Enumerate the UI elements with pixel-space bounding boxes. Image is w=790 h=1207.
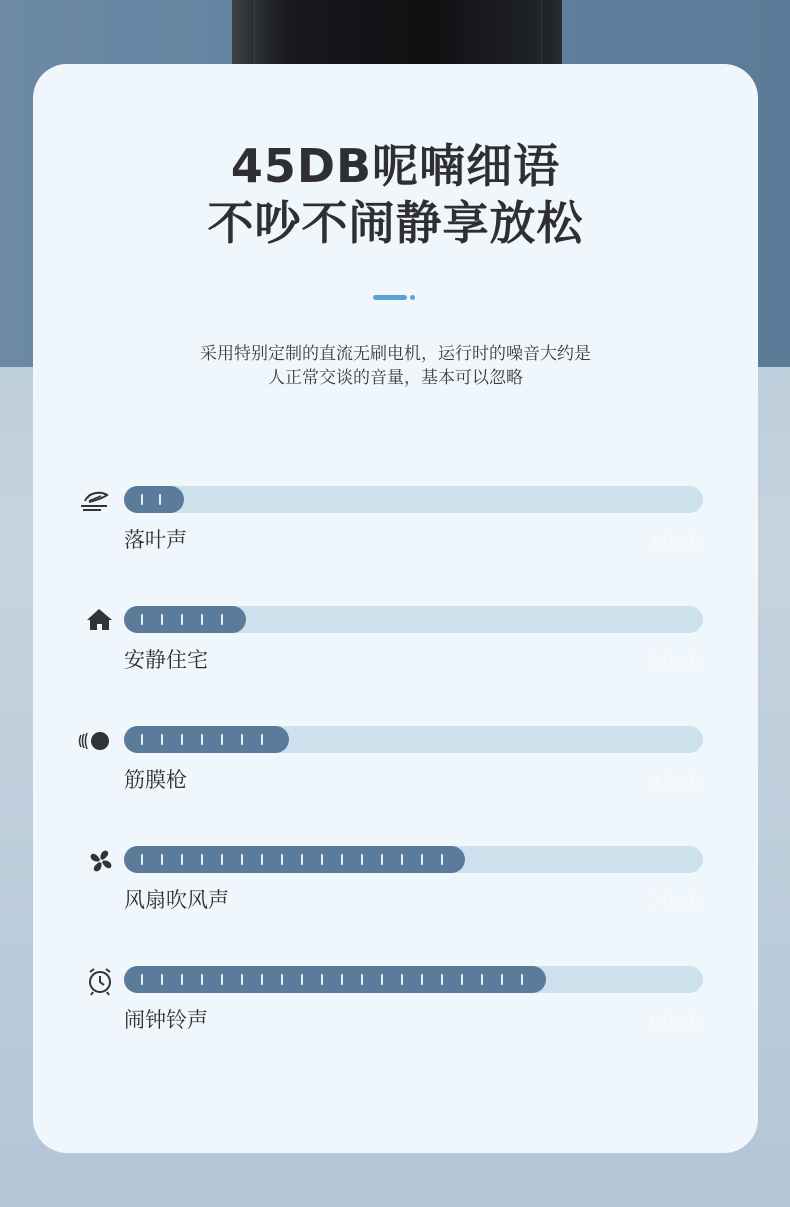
fill-tick <box>181 614 183 625</box>
noise-level-track <box>124 846 703 873</box>
fill-tick <box>201 614 203 625</box>
noise-level-track <box>124 606 703 633</box>
description-line-2: 人正常交谈的音量，基本可以忽略 <box>268 368 523 388</box>
fill-tick <box>161 974 163 985</box>
fill-tick <box>221 974 223 985</box>
noise-level-fill <box>124 486 184 513</box>
fill-tick <box>461 974 463 985</box>
noise-row-alarm-clock <box>33 966 758 1046</box>
fill-tick <box>341 854 343 865</box>
fill-tick <box>161 854 163 865</box>
noise-source-label: 闹钟铃声 <box>124 1008 208 1032</box>
content-card <box>33 64 758 1153</box>
noise-row-falling-leaves <box>33 486 758 566</box>
fill-tick <box>361 854 363 865</box>
fill-tick <box>141 734 143 745</box>
noise-source-label: 落叶声 <box>124 528 187 552</box>
fill-tick <box>521 974 523 985</box>
fill-tick <box>321 974 323 985</box>
fill-tick <box>261 854 263 865</box>
fill-tick <box>241 854 243 865</box>
fill-tick <box>301 974 303 985</box>
fill-tick <box>159 494 161 505</box>
title-accent-divider <box>373 295 415 300</box>
alarm-clock-icon <box>77 966 113 996</box>
noise-level-fill <box>124 606 246 633</box>
accent-dot <box>410 295 415 300</box>
fill-tick <box>141 614 143 625</box>
noise-db-value: 80dB <box>648 1011 703 1035</box>
fill-tick <box>221 614 223 625</box>
fill-tick <box>441 974 443 985</box>
fill-tick <box>141 494 143 505</box>
fill-tick <box>181 974 183 985</box>
fill-tick <box>201 974 203 985</box>
fill-tick <box>441 854 443 865</box>
noise-level-fill <box>124 846 465 873</box>
accent-dash <box>373 295 407 300</box>
fill-tick <box>381 974 383 985</box>
noise-source-label: 风扇吹风声 <box>124 888 229 912</box>
noise-row-quiet-home <box>33 606 758 686</box>
fill-tick <box>181 734 183 745</box>
description-line-1: 采用特别定制的直流无刷电机，运行时的噪音大约是 <box>200 344 591 364</box>
fill-tick <box>261 734 263 745</box>
noise-level-fill <box>124 726 289 753</box>
massage-gun-icon <box>77 726 113 756</box>
fill-tick <box>481 974 483 985</box>
fill-tick <box>201 734 203 745</box>
noise-level-fill <box>124 966 546 993</box>
page-title-line-2: 不吵不闹静享放松 <box>207 196 584 250</box>
fill-tick <box>341 974 343 985</box>
fill-tick <box>381 854 383 865</box>
page-title-line-1: 45DB呢喃细语 <box>230 139 561 193</box>
fill-tick <box>161 734 163 745</box>
noise-row-massage-gun <box>33 726 758 806</box>
fill-tick <box>421 854 423 865</box>
falling-leaf-icon <box>77 486 113 516</box>
fill-tick <box>361 974 363 985</box>
fill-tick <box>421 974 423 985</box>
noise-source-label: 筋膜枪 <box>124 768 187 792</box>
fill-tick <box>401 854 403 865</box>
fill-tick <box>301 854 303 865</box>
fill-tick <box>321 854 323 865</box>
fill-tick <box>501 974 503 985</box>
noise-level-track <box>124 726 703 753</box>
noise-db-value: 45dB <box>648 771 703 795</box>
fill-tick <box>221 734 223 745</box>
fill-tick <box>221 854 223 865</box>
fan-icon <box>77 846 113 876</box>
noise-db-value: 30dB <box>648 651 703 675</box>
noise-db-value: 70dB <box>648 891 703 915</box>
fill-tick <box>401 974 403 985</box>
fill-tick <box>141 974 143 985</box>
house-icon <box>77 606 113 636</box>
noise-db-value: 10dB <box>648 531 703 555</box>
fill-tick <box>141 854 143 865</box>
fill-tick <box>241 974 243 985</box>
fill-tick <box>181 854 183 865</box>
fill-tick <box>281 974 283 985</box>
noise-level-track <box>124 966 703 993</box>
noise-level-track <box>124 486 703 513</box>
fill-tick <box>241 734 243 745</box>
noise-row-fan <box>33 846 758 926</box>
fill-tick <box>261 974 263 985</box>
fill-tick <box>161 614 163 625</box>
noise-source-label: 安静住宅 <box>124 648 208 672</box>
fill-tick <box>201 854 203 865</box>
fill-tick <box>281 854 283 865</box>
